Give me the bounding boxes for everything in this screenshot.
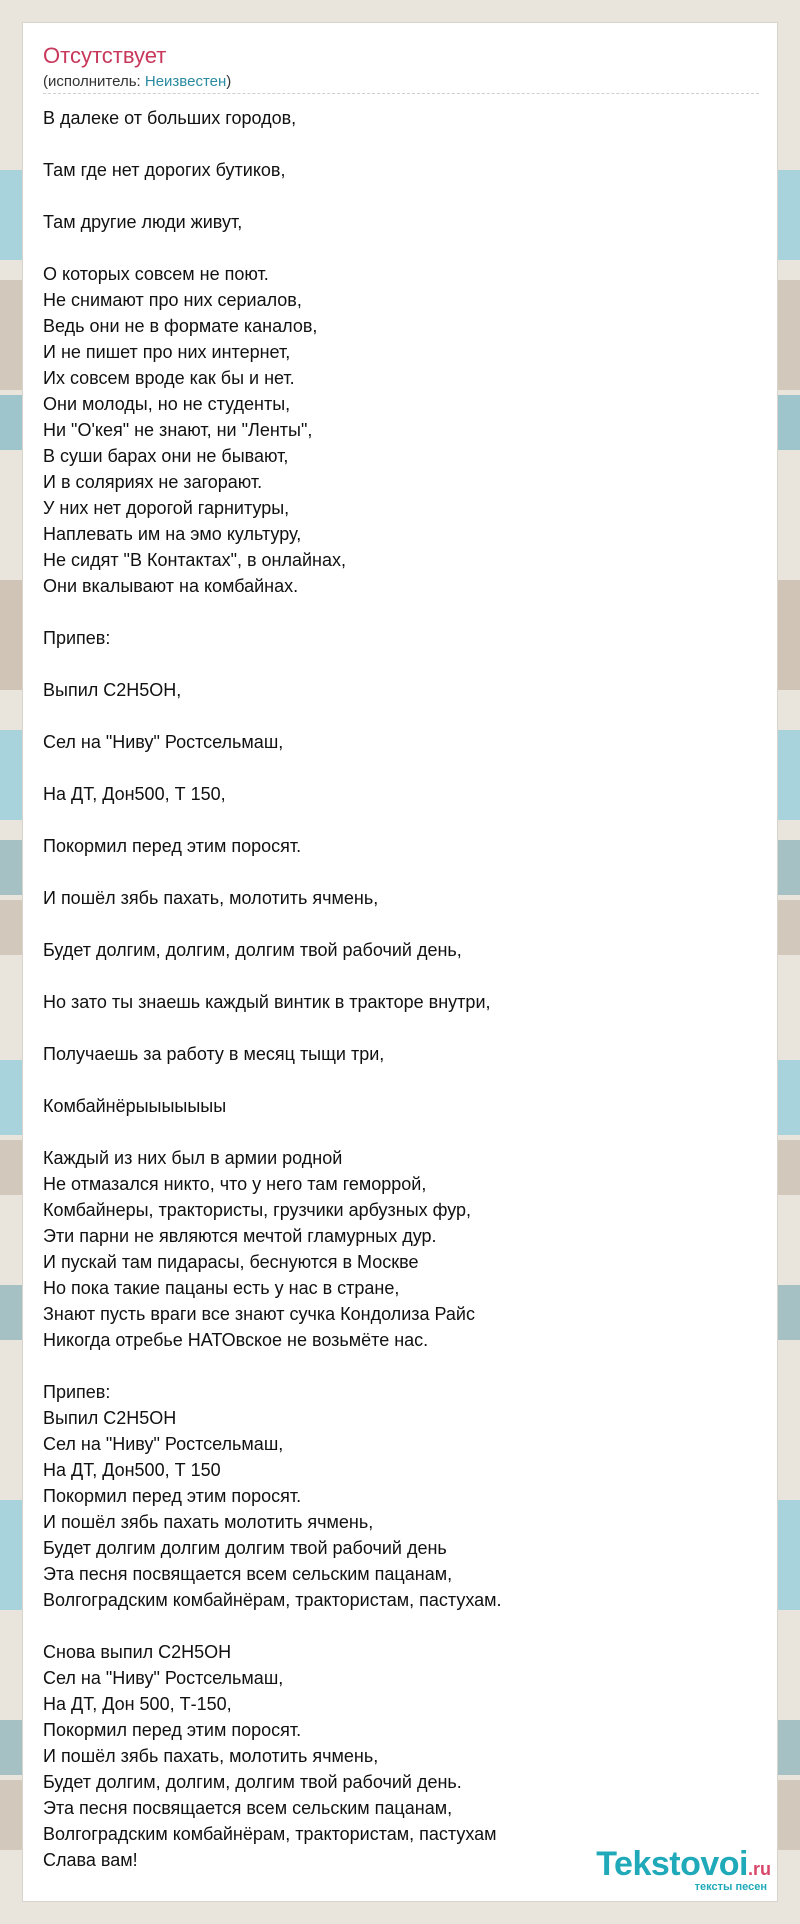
logo-tagline: тексты песен [694,1881,767,1893]
lyric-line: Покормил перед этим поросят. [43,836,302,856]
lyric-line: В далеке от больших городов, [43,108,297,128]
lyric-line [43,703,759,729]
lyric-line: На ДТ, Дон 500, Т-150, [43,1694,232,1714]
lyric-line: Сел на "Ниву" Ростсельмаш, [43,1668,284,1688]
lyric-line: Эта песня посвящается всем сельским пацанам, [43,1798,453,1818]
logo-name: Tekstovoi [596,1845,748,1883]
lyric-line: Знают пусть враги все знают сучка Кондолиза Райс [43,1304,475,1324]
lyric-line [43,963,759,989]
lyric-line: Волгоградским комбайнёрам, трактористам, пастухам [43,1824,497,1844]
title-divider [43,93,759,94]
lyric-line: Не сидят "В Контактах", в онлайнах, [43,550,347,570]
logo-tld: .ru [747,1859,771,1879]
lyric-line: И пошёл зябь пахать, молотить ячмень, [43,888,379,908]
lyric-line: Сел на "Ниву" Ростсельмаш, [43,1434,284,1454]
artist-suffix: ) [226,73,232,90]
lyric-line [43,651,759,677]
lyric-line: Их совсем вроде как бы и нет. [43,368,295,388]
lyric-line [43,755,759,781]
lyric-line: Ни "О'кея" не знают, ни "Ленты", [43,420,313,440]
lyric-line: Эти парни не являются мечтой гламурных дур. [43,1226,437,1246]
lyric-line [43,1067,759,1093]
lyric-line [43,235,759,261]
lyric-line [43,183,759,209]
lyric-line: Припев: [43,1382,111,1402]
lyric-line [43,1119,759,1145]
lyric-line: Покормил перед этим поросят. [43,1720,302,1740]
lyric-line: Выпил C2H5OH, [43,680,182,700]
lyric-line: Припев: [43,628,111,648]
lyrics-card [22,22,778,1902]
lyric-line: Комбайнеры, трактористы, грузчики арбузных фур, [43,1200,472,1220]
lyric-line: На ДТ, Дон500, Т 150, [43,784,226,804]
lyric-line: Наплевать им на эмо культуру, [43,524,302,544]
lyric-line [43,911,759,937]
lyric-line: Выпил C2H5OH [43,1408,177,1428]
lyric-line: Не отмазался никто, что у него там геморрой, [43,1174,427,1194]
lyric-line: Получаешь за работу в месяц тыщи три, [43,1044,385,1064]
lyric-line: Но зато ты знаешь каждый винтик в тракторе внутри, [43,992,491,1012]
lyric-line: О которых совсем не поют. [43,264,269,284]
artist-line [43,73,231,90]
lyric-line: В суши барах они не бывают, [43,446,289,466]
artist-link[interactable]: Неизвестен [144,73,227,90]
lyric-line: Будет долгим, долгим, долгим твой рабочий день. [43,1772,462,1792]
lyric-line: У них нет дорогой гарнитуры, [43,498,290,518]
lyric-line: Не снимают про них сериалов, [43,290,302,310]
lyric-line [43,599,759,625]
lyric-line: На ДТ, Дон500, Т 150 [43,1460,221,1480]
lyric-line [43,1613,759,1639]
lyric-line: Они вкалывают на комбайнах. [43,576,299,596]
lyric-line: Будет долгим долгим долгим твой рабочий день [43,1538,447,1558]
lyric-line: Но пока такие пацаны есть у нас в стране, [43,1278,400,1298]
lyric-line [43,807,759,833]
lyric-line: И пошёл зябь пахать молотить ячмень, [43,1512,374,1532]
lyric-line: Комбайнёрыыыыыыы [43,1096,227,1116]
lyric-line: Ведь они не в формате каналов, [43,316,318,336]
lyric-line: Там где нет дорогих бутиков, [43,160,286,180]
lyric-line: Каждый из них был в армии родной [43,1148,343,1168]
lyric-line: Никогда отребье НАТОвское не возьмёте нас. [43,1330,429,1350]
lyric-line: И пошёл зябь пахать, молотить ячмень, [43,1746,379,1766]
lyric-line: И в соляриях не загорают. [43,472,263,492]
lyric-line: Покормил перед этим поросят. [43,1486,302,1506]
lyric-line [43,1353,759,1379]
site-logo[interactable] [596,1847,771,1893]
song-title: Отсутствует [43,43,167,68]
lyric-line: Слава вам! [43,1850,138,1870]
lyric-line [43,131,759,157]
lyric-line [43,1015,759,1041]
lyric-line: Будет долгим, долгим, долгим твой рабочий день, [43,940,462,960]
lyric-line: И не пишет про них интернет, [43,342,291,362]
lyric-line: Волгоградским комбайнёрам, трактористам, пастухам. [43,1590,502,1610]
lyric-line: Там другие люди живут, [43,212,243,232]
lyric-line: Эта песня посвящается всем сельским пацанам, [43,1564,453,1584]
lyric-line [43,859,759,885]
lyric-line: Снова выпил C2H5OH [43,1642,232,1662]
lyrics-text [43,105,759,1873]
lyric-line: И пускай там пидарасы, беснуются в Москве [43,1252,419,1272]
artist-prefix: (исполнитель: [43,73,145,90]
lyric-line: Сел на "Ниву" Ростсельмаш, [43,732,284,752]
lyric-line: Они молоды, но не студенты, [43,394,291,414]
